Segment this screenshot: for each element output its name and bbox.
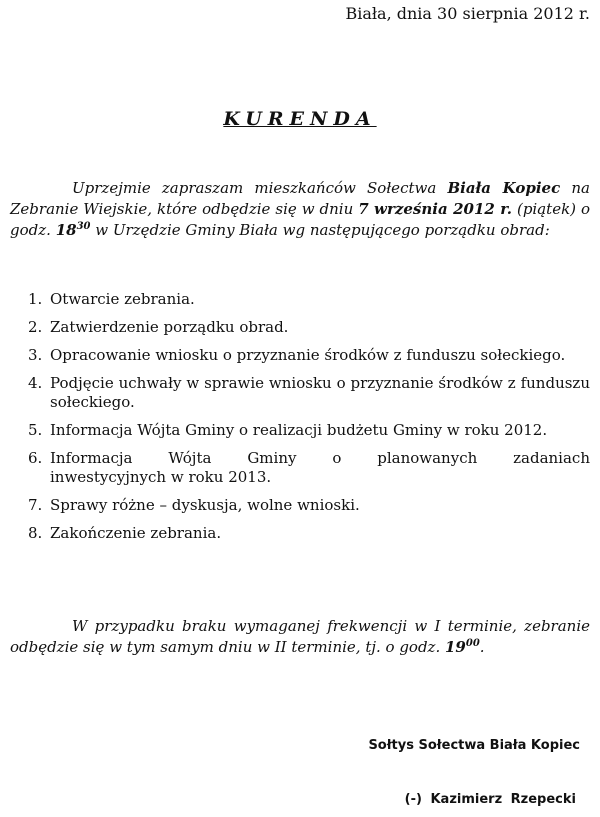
agenda-item [28, 374, 590, 412]
agenda-number: 3. [28, 346, 43, 364]
agenda-number: 4. [28, 374, 43, 392]
agenda-text: Opracowanie wniosku o przyznanie środków z funduszu sołeckiego. [50, 346, 566, 364]
signature-title: Sołtys Sołectwa Biała Kopiec [368, 738, 580, 753]
agenda-text: Sprawy różne – dyskusja, wolne wnioski. [50, 496, 360, 514]
agenda-list [28, 290, 590, 552]
agenda-text: Podjęcie uchwały w sprawie wniosku o przyznanie środków z funduszu sołeckiego. [50, 374, 590, 411]
intro-paragraph [10, 178, 590, 241]
agenda-text: Zakończenie zebrania. [50, 524, 222, 542]
agenda-item [28, 449, 590, 487]
second-term-minutes: 00 [465, 638, 480, 649]
agenda-number: 7. [28, 496, 43, 514]
agenda-number: 2. [28, 318, 43, 336]
agenda-number: 1. [28, 290, 43, 308]
meeting-hour-value: 18 [55, 221, 77, 239]
closing-paragraph [10, 616, 590, 658]
intro-text-4: w Urzędzie Gminy Biała wg następującego porządku obrad: [90, 221, 550, 239]
village-name: Biała Kopiec [447, 179, 561, 197]
agenda-text: Informacja Wójta Gminy o realizacji budżetu Gminy w roku 2012. [50, 421, 548, 439]
meeting-minutes: 30 [76, 221, 91, 232]
document-title: KURENDA [223, 108, 377, 130]
agenda-item [28, 346, 590, 365]
agenda-text: Otwarcie zebrania. [50, 290, 195, 308]
second-term-hour-value: 19 [445, 638, 466, 656]
agenda-item [28, 524, 590, 543]
agenda-item [28, 421, 590, 440]
agenda-number: 5. [28, 421, 43, 439]
agenda-number: 8. [28, 524, 43, 542]
agenda-text [50, 449, 590, 487]
agenda-item [28, 318, 590, 337]
intro-text-3: (piątek) o godz. [10, 200, 591, 239]
agenda-text: Zatwierdzenie porządku obrad. [50, 318, 289, 336]
intro-text-1: Uprzejmie zapraszam mieszkańców Sołectwa [72, 179, 448, 197]
agenda-item [28, 496, 590, 515]
signature-name: (-) Kazimierz Rzepecki [404, 792, 576, 807]
meeting-hour [56, 221, 91, 239]
agenda-item [28, 290, 590, 309]
closing-text-2: . [479, 638, 485, 656]
second-term-hour [445, 638, 480, 656]
meeting-date: 7 września 2012 r. [358, 200, 513, 218]
agenda-number: 6. [28, 449, 43, 467]
agenda-text-line-1: Informacja Wójta Gminy o planowanych zadaniach [50, 449, 590, 467]
agenda-text-line-2: inwestycyjnych w roku 2013. [50, 468, 272, 486]
closing-text-1: W przypadku braku wymaganej frekwencji w I terminie, zebranie odbędzie się w tym samym dniu w II terminie, tj. o godz. [10, 617, 590, 656]
intro-text-2: na Zebranie Wiejskie, które odbędzie się w dniu [10, 179, 590, 218]
date-line: Biała, dnia 30 sierpnia 2012 r. [345, 4, 590, 23]
